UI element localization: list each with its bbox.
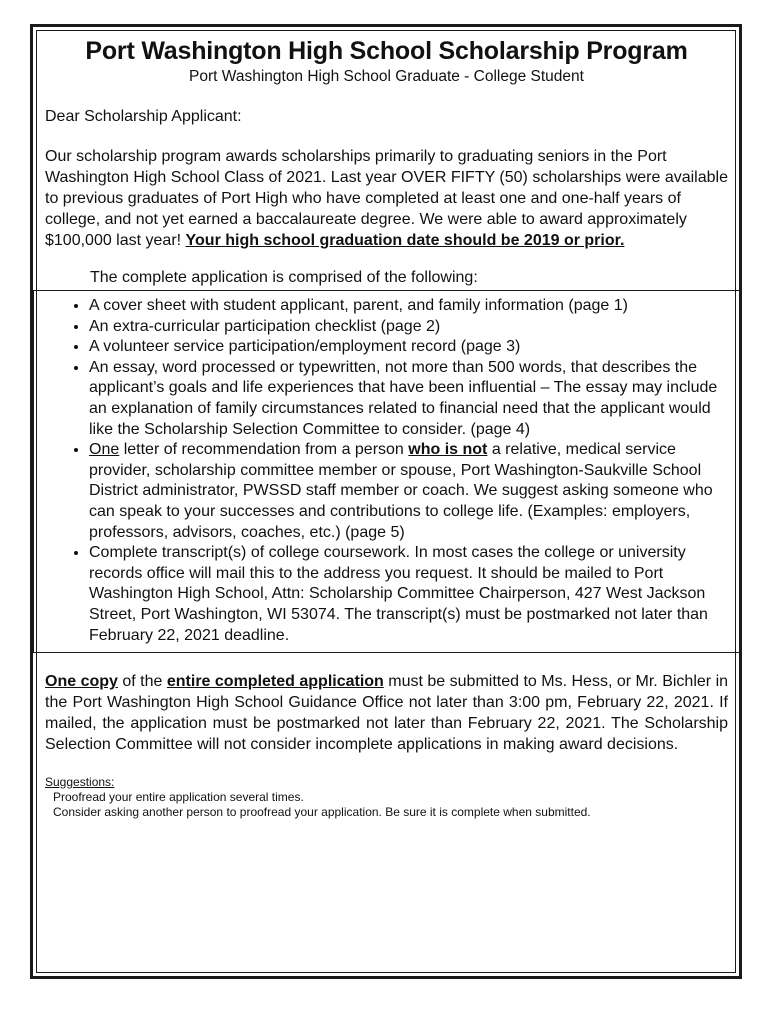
requirements-list: [64, 296, 731, 646]
page-subtitle: Port Washington High School Graduate - College Student: [189, 68, 584, 85]
list-item-extracurricular: • An extra-curricular participation checklist (page 2): [89, 317, 731, 338]
application-lead: The complete application is comprised of the following:: [90, 269, 478, 286]
application-requirements-box: [33, 290, 742, 653]
who-is-not-emphasis: who is not: [408, 441, 488, 459]
submission-paragraph: [45, 671, 728, 755]
suggestions-title: Suggestions:: [45, 775, 115, 790]
suggestion-item: Proofread your entire application several times.: [53, 790, 304, 805]
recommendation-text-1: letter of recommendation from a person: [119, 441, 409, 459]
list-item-essay: • An essay, word processed or typewritten, not more than 500 words, that describes the applicant’s goals and life experiences that have been influential – The essay may include an explanation of family circumstances related to financial need that the applicant would like the Scholarship Selection Committee to consider. (page 4): [89, 358, 731, 440]
entire-application-emphasis: entire completed application: [166, 673, 384, 691]
submission-text-2: must be submitted to Ms. Hess, or Mr. Bichler in the Port Washington High School Guidance Office not later than 3:00 pm, February 22, 2021. If mailed, the application must be postmarked not later than February 22, 2021. The Scholarship Selection Committee will not consider incomplete applications in making award decisions.: [45, 673, 729, 754]
list-item-volunteer: • A volunteer service participation/employment record (page 3): [89, 337, 731, 358]
one-emphasis: One: [89, 441, 120, 459]
suggestion-item: Consider asking another person to proofread your application. Be sure it is complete when submitted.: [53, 805, 591, 820]
intro-paragraph: [45, 146, 728, 251]
intro-text: Our scholarship program awards scholarships primarily to graduating seniors in the Port Washington High School Class of 2021. Last year OVER FIFTY (50) scholarships were available to previous graduates of Port High who have completed at least one and one-half years of college, and not yet earned a baccalaureate degree. We were able to award approximately $100,000 last year!: [45, 148, 728, 249]
list-item-transcript: • Complete transcript(s) of college coursework. In most cases the college or university records office will mail this to the address you request. It should be mailed to Port Washington High School, Attn: Scholarship Committee Chairperson, 427 West Jackson Street, Port Washington, WI 53074. The transcript(s) must be postmarked not later than February 22, 2021 deadline.: [89, 543, 731, 646]
one-copy-emphasis: One copy: [45, 673, 118, 691]
salutation: Dear Scholarship Applicant:: [45, 108, 242, 125]
list-item-recommendation: [89, 440, 731, 543]
document-body: [45, 36, 728, 820]
recommendation-text-2: a relative, medical service provider, scholarship committee member or spouse, Port Washington-Saukville School District administrator, PWSSD staff member or coach. We suggest asking someone who can speak to your successes and contributions to college life. (Examples: employers, professors, advisors, coaches, etc.) (page 5): [89, 441, 713, 541]
graduation-date-requirement: Your high school graduation date should be 2019 or prior.: [185, 232, 625, 249]
list-item-cover-sheet: • A cover sheet with student applicant, parent, and family information (page 1): [89, 296, 731, 317]
page-title: Port Washington High School Scholarship Program: [85, 37, 688, 65]
submission-text-1: of the: [117, 673, 167, 691]
